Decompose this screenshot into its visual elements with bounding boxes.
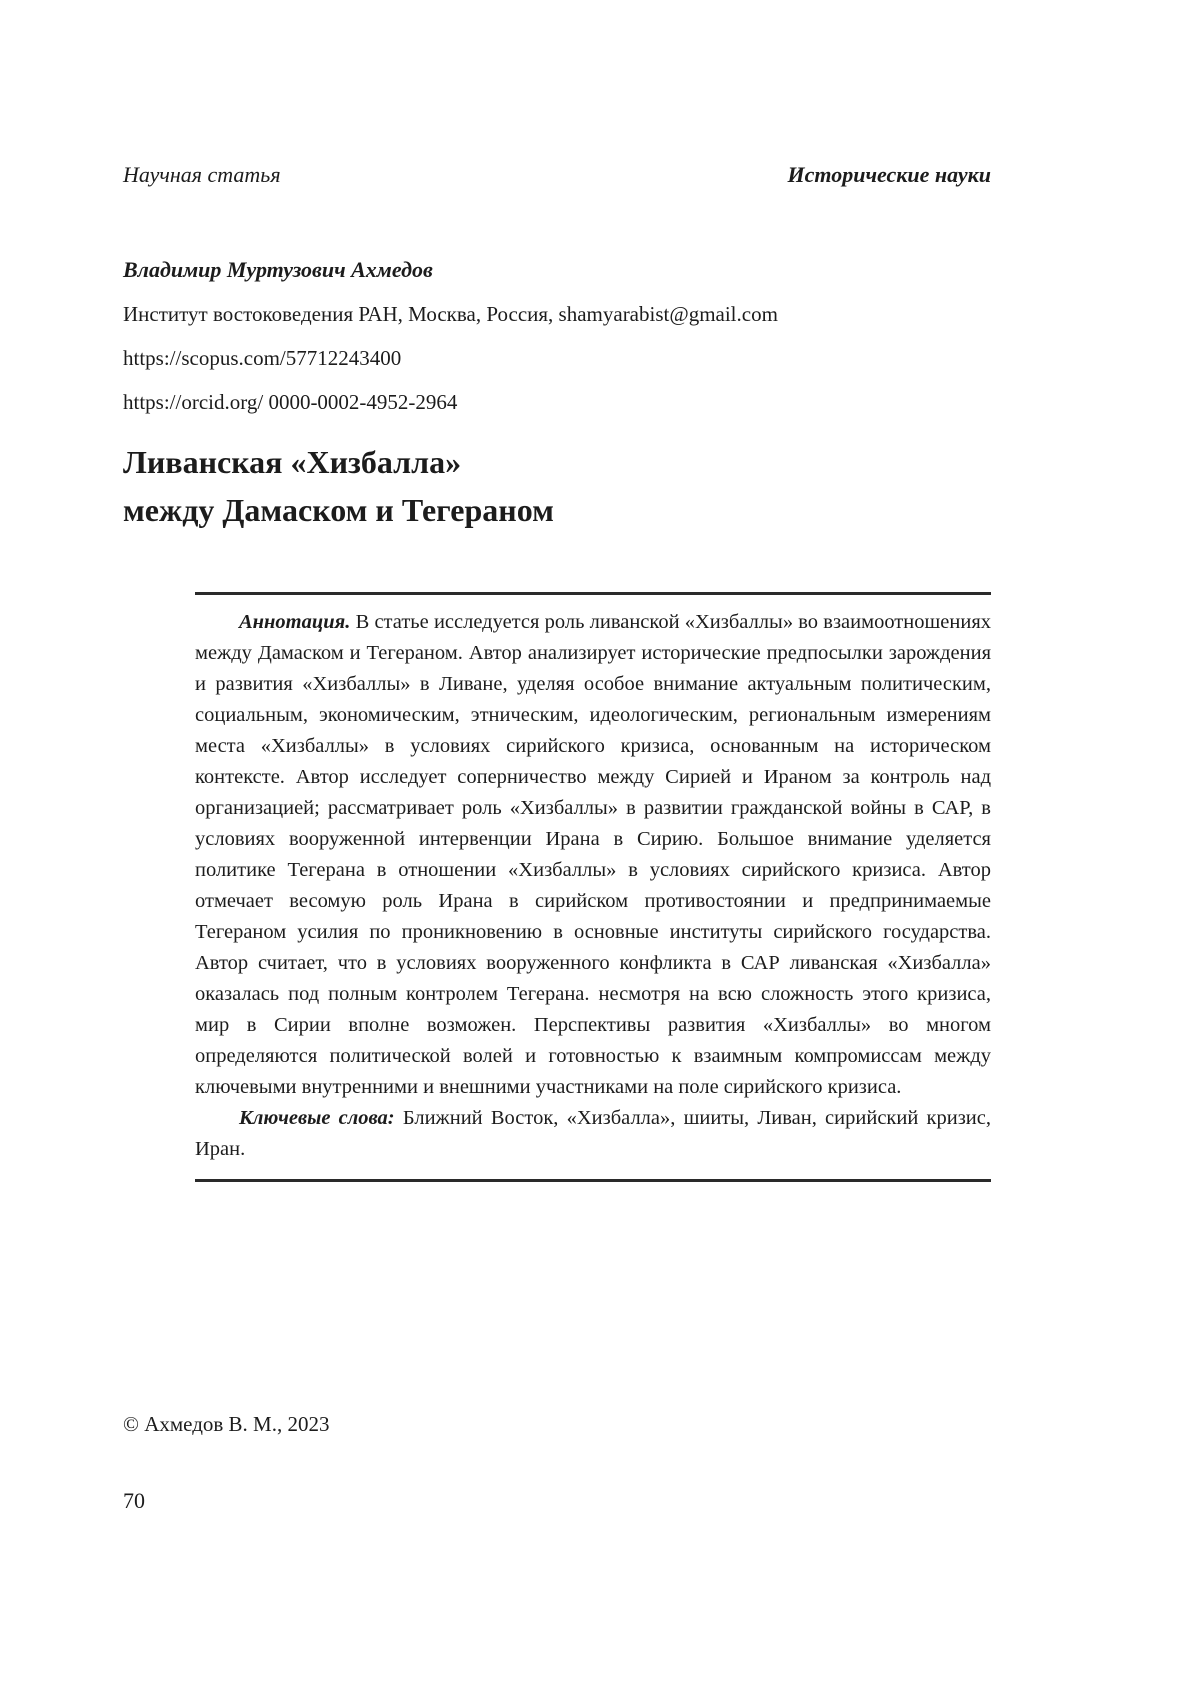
abstract-label: Аннотация. (239, 611, 351, 633)
page-header (123, 162, 991, 188)
article-type-label: Научная статья (123, 162, 281, 187)
abstract-paragraph (195, 607, 991, 1103)
author-name: Владимир Муртузович Ахмедов (123, 257, 433, 282)
article-title (123, 438, 991, 534)
author-affiliation: Институт востоковедения РАН, Москва, Россия, shamyarabist@gmail.com (123, 302, 778, 326)
abstract-block (195, 592, 991, 1182)
abstract-top-rule (195, 592, 991, 595)
page-number: 70 (123, 1488, 145, 1513)
article-title-line1: Ливанская «Хизбалла» (123, 444, 462, 480)
article-title-line2: между Дамаском и Тегераном (123, 492, 554, 528)
abstract-bottom-rule (195, 1179, 991, 1182)
abstract-body (195, 607, 991, 1165)
author-scopus-link: https://scopus.com/57712243400 (123, 346, 402, 370)
keywords-paragraph (195, 1103, 991, 1165)
science-section-label: Исторические науки (787, 162, 991, 187)
keywords-text: Ближний Восток, «Хизбалла», шииты, Ливан, сирийский кризис, Иран. (195, 1107, 991, 1160)
author-block (123, 248, 991, 424)
abstract-text: В статье исследуется роль ливанской «Хизбаллы» во взаимоотношениях между Дамаском и Тегераном. Автор анализирует исторические предпосылки зарождения и развития «Хизбаллы» в Ливане, уделяя особое внимание актуальным политическим, социальным, экономическим, этническим, идеологическим, региональным измерениям места «Хизбаллы» в условиях сирийского кризиса, основанным на историческом контексте. Автор исследует соперничество между Сирией и Ираном за контроль над организацией; рассматривает роль «Хизбаллы» в развитии гражданской войны в САР, в условиях вооруженной интервенции Ирана в Сирию. Большое внимание уделяется политике Тегерана в отношении «Хизбаллы» в условиях сирийского кризиса. Автор отмечает весомую роль Ирана в сирийском противостоянии и предпринимаемые Тегераном усилия по проникновению в основные институты сирийского государства. Автор считает, что в условиях вооруженного конфликта в САР ливанская «Хизбалла» оказалась под полным контролем Тегерана. несмотря на всю сложность этого кризиса, мир в Сирии вполне возможен. Перспективы развития «Хизбаллы» во многом определяются политической волей и готовностью к взаимным компромиссам между ключевыми внутренними и внешними участниками на поле сирийского кризиса. (195, 611, 991, 1098)
keywords-label: Ключевые слова: (239, 1107, 395, 1129)
author-orcid-link: https://orcid.org/ 0000-0002-4952-2964 (123, 390, 458, 414)
copyright-note: © Ахмедов В. М., 2023 (123, 1412, 330, 1436)
